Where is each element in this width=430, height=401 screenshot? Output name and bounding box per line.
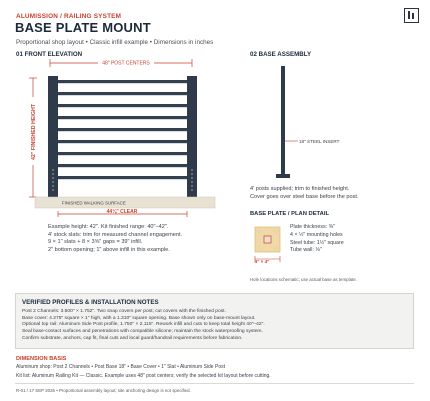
- dimension-basis-heading: DIMENSION BASIS: [16, 356, 67, 362]
- post-centers-label: 48" POST CENTERS: [102, 60, 150, 67]
- slat: [58, 152, 187, 155]
- slat: [58, 128, 187, 131]
- slat: [58, 176, 187, 179]
- plate-size-label: 4" × 4": [254, 259, 270, 264]
- footer-note: R-01 / 17 SEP 2026 • Proportional assembly layout; site anchoring design is not specified.: [16, 388, 191, 393]
- eyebrow: ALUMISSION / RAILING SYSTEM: [16, 13, 122, 20]
- slat: [58, 116, 187, 119]
- note-line: 2" bottom opening; 1" above infill in this example.: [48, 246, 170, 253]
- page-title: BASE PLATE MOUNT: [15, 20, 151, 35]
- slat: [58, 80, 187, 83]
- profile-line: Seal base-contact surfaces and penetrations with compatible silicone; maintain the stock waterproofing system.: [22, 329, 263, 335]
- dimension-basis-line: Kit list: Aluminum Railing Kit — Classic. Example uses 48" post centers; verify the selected kit layout before cutting.: [16, 373, 271, 379]
- base-assembly-drawing: [276, 66, 340, 178]
- note-line: 4' stock slats: trim for measured channel engagement.: [48, 231, 183, 238]
- infill-slats: [58, 80, 187, 179]
- walking-surface-label: FINISHED WALKING SURFACE: [62, 200, 126, 206]
- note-line: 4' posts supplied; trim to finished height.: [250, 186, 350, 192]
- footer-divider: [15, 383, 414, 384]
- plan-detail-heading: BASE PLATE / PLAN DETAIL: [250, 211, 330, 217]
- profiles-notes: [22, 309, 412, 343]
- dimension-basis-line: Aluminum shop: Post 2 Channels • Post Base 18" • Base Cover • 1" Slat • Aluminum Side Post: [16, 364, 225, 370]
- finished-height-label: 42" FINISHED HEIGHT: [31, 103, 37, 161]
- note-line: Example height: 42". Kit finished range: 40"–42".: [48, 224, 169, 230]
- spec-line: Plate thickness: ⅜": [290, 224, 335, 230]
- finished-height-dimension: [28, 78, 39, 197]
- spec-line: Tube wall: ⅛": [290, 247, 322, 254]
- slat: [58, 164, 187, 167]
- front-elevation-notes: [48, 224, 182, 254]
- slat: [58, 104, 187, 107]
- slat: [58, 140, 187, 143]
- slat: [58, 92, 187, 95]
- clear-dimension: [58, 209, 187, 217]
- note-line: 9 × 1" slats + 8 × 3⅝" gaps = 39" infill.: [48, 239, 143, 245]
- page-subtitle: Proportional shop layout • Classic infill example • Dimensions in inches: [16, 39, 214, 46]
- profile-line: Confirm substrate, anchors, cap fit, final cuts and local guard/handrail requirements before fabrication.: [22, 335, 243, 341]
- clear-label: 44⅛" CLEAR: [106, 209, 138, 215]
- profiles-heading: VERIFIED PROFILES & INSTALLATION NOTES: [22, 299, 159, 306]
- base-assembly-heading: 02 BASE ASSEMBLY: [250, 51, 312, 58]
- base-plate-plan-drawing: [255, 227, 280, 264]
- plan-detail-footnote: Hole locations schematic; use actual base as template.: [250, 277, 357, 282]
- profile-line: Post 2 Channels: 3.500" × 1.752". Two snap covers per post; cut covers with the finished post.: [22, 309, 226, 314]
- note-line: Cover goes over steel base before the post.: [250, 193, 359, 200]
- front-elevation-heading: 01 FRONT ELEVATION: [16, 51, 83, 58]
- spec-line: 4 × ½" mounting holes: [290, 231, 343, 238]
- post-tube: [281, 66, 285, 174]
- spec-line: Steel tube: 1½" square: [290, 239, 344, 246]
- plan-detail-specs: [290, 224, 344, 255]
- profile-line: Optional top rail: Aluminum Side Post profile, 1.750" × 2.115". Rework infill and cuts to keep total height 40"–42".: [22, 322, 265, 328]
- base-cover: [276, 174, 290, 178]
- base-assembly-notes: [250, 186, 359, 201]
- profile-line: Base cover: 4.275" square × 1" high, with a 1.310" square opening. Base shown only on base-mount layout.: [22, 315, 256, 321]
- post-centers-dimension: [50, 59, 192, 68]
- steel-tube-section: [264, 236, 271, 243]
- steel-insert-label: 18" STEEL INSERT: [299, 139, 340, 144]
